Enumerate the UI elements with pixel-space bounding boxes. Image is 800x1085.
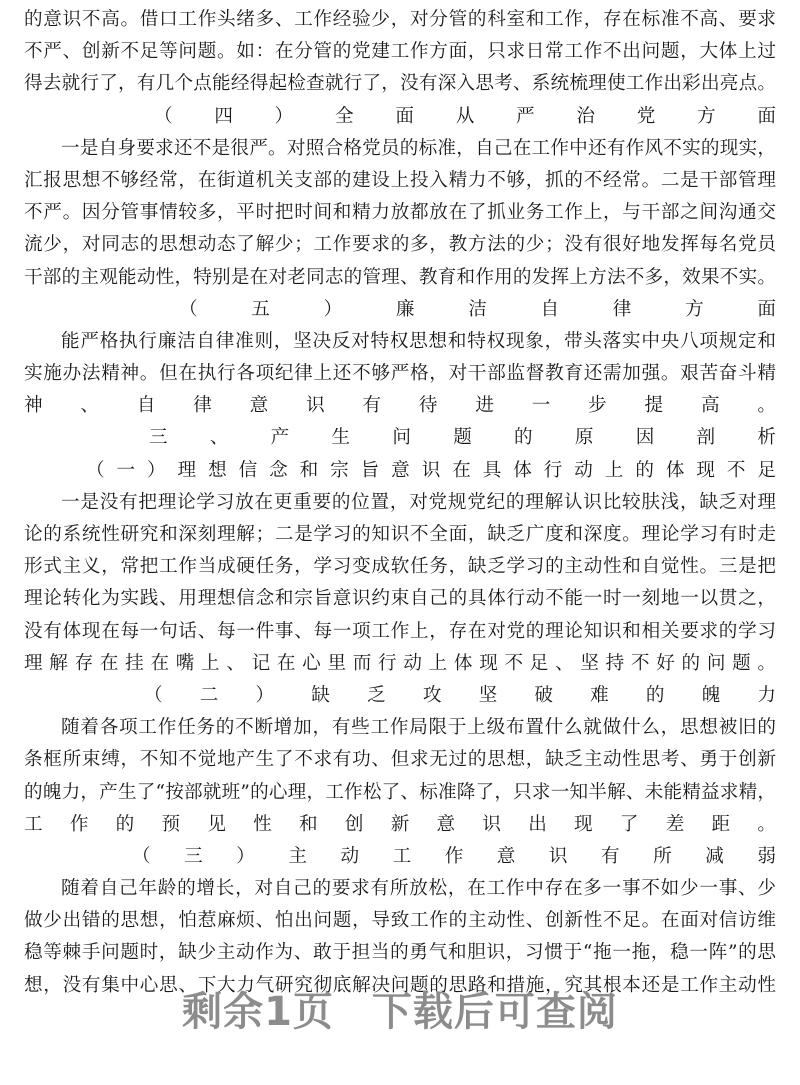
text-line: 随着各项工作任务的不断增加，有些工作局限于上级布置什么就做什么，思想被旧的 bbox=[61, 717, 776, 739]
text-line: 神、自律意识有待进一步提高。 bbox=[24, 395, 776, 417]
section-heading-five: （五）廉洁自律方面 bbox=[179, 298, 776, 320]
text-line: 的意识不高。借口工作头绪多、工作经验少，对分管的科室和工作，存在标准不高、要求 bbox=[24, 9, 776, 30]
text-line: 工作的预见性和创新意识出现了差距。 bbox=[24, 813, 776, 835]
text-line: 形式主义，常把工作当成硬任务，学习变成软任务，缺乏学习的主动性和自觉性。三是把 bbox=[24, 556, 776, 578]
text-line: 流少，对同志的思想动态了解少；工作要求的多，教方法的少；没有很好地发挥每名党员 bbox=[24, 234, 776, 256]
text-line: 做少出错的思想，怕惹麻烦、怕出问题，导致工作的主动性、创新性不足。在面对信访维 bbox=[24, 910, 776, 932]
text-line: 不严、创新不足等问题。如：在分管的党建工作方面，只求日常工作不出问题，大体上过 bbox=[24, 41, 776, 63]
text-line: 稳等棘手问题时，缺少主动作为、敢于担当的勇气和胆识，习惯于“拖一拖，稳一阵”的思 bbox=[24, 942, 776, 964]
text-line: 论的系统性研究和深刻理解；二是学习的知识不全面，缺乏广度和深度。理论学习有时走 bbox=[24, 524, 776, 545]
section-heading-four: （四）全面从严治党方面 bbox=[154, 105, 776, 127]
text-line: 随着自己年龄的增长，对自己的要求有所放松，在工作中存在多一事不如少一事、少 bbox=[61, 878, 776, 900]
subsection-heading-two: （二）缺乏攻坚破难的魄力 bbox=[144, 684, 776, 706]
text-line: 一是自身要求还不是很严。对照合格党员的标准，自己在工作中还有作风不实的现实， bbox=[61, 137, 776, 159]
text-line: 不严。因分管事情较多，平时把时间和精力放都放在了抓业务工作上，与干部之间沟通交 bbox=[24, 202, 776, 224]
section-heading-cause-analysis: 三、产生问题的原因剖析 bbox=[149, 427, 776, 449]
text-line: 的魄力，产生了“按部就班”的心理，工作松了、标准降了，只求一知半解、未能精益求精， bbox=[24, 781, 776, 803]
download-banner[interactable] bbox=[0, 980, 800, 1037]
text-line: 能严格执行廉洁自律准则，坚决反对特权思想和特权现象，带头落实中央八项规定和 bbox=[61, 330, 776, 352]
document-body bbox=[24, 4, 776, 1002]
text-line: 条框所束缚，不知不觉地产生了不求有功、但求无过的思想，缺乏主动性思考、勇于创新 bbox=[24, 749, 776, 771]
remaining-pages-label: 剩余1页 bbox=[182, 989, 334, 1035]
text-line: 实施办法精神。但在执行各项纪律上还不够严格，对干部监督教育还需加强。艰苦奋斗精 bbox=[24, 363, 776, 385]
text-line: 想，没有集中心思、下大力气研究彻底解决问题的思路和措施，究其根本还是工作主动性 bbox=[24, 974, 776, 996]
download-to-read-label: 下载后可查阅 bbox=[371, 989, 618, 1035]
text-line: 没有体现在每一句话、每一件事、每一项工作上，存在对党的理论知识和相关要求的学习 bbox=[24, 620, 776, 642]
text-line: 汇报思想不够经常，在街道机关支部的建设上投入精力不够，抓的不经常。二是干部管理 bbox=[24, 169, 776, 191]
text-line: 理论转化为实践、用理想信念和宗旨意识约束自己的具体行动不能一时一刻地一以贯之， bbox=[24, 588, 776, 610]
subsection-heading-one: （一）理想信念和宗旨意识在具体行动上的体现不足 bbox=[86, 459, 776, 481]
text-line: 理解存在挂在嘴上、记在心里而行动上体现不足、坚持不好的问题。 bbox=[24, 652, 776, 674]
text-line: 得去就行了，有几个点能经得起检查就行了，没有深入思考、系统梳理使工作出彩出亮点。 bbox=[24, 73, 776, 95]
text-line: 干部的主观能动性，特别是在对老同志的管理、教育和作用的发挥上方法不多，效果不实。 bbox=[24, 266, 776, 288]
text-line: 一是没有把理论学习放在更重要的位置，对党规党纪的理解认识比较肤浅，缺乏对理 bbox=[61, 491, 776, 513]
subsection-heading-three: （三）主动工作意识有所减弱 bbox=[132, 845, 776, 867]
